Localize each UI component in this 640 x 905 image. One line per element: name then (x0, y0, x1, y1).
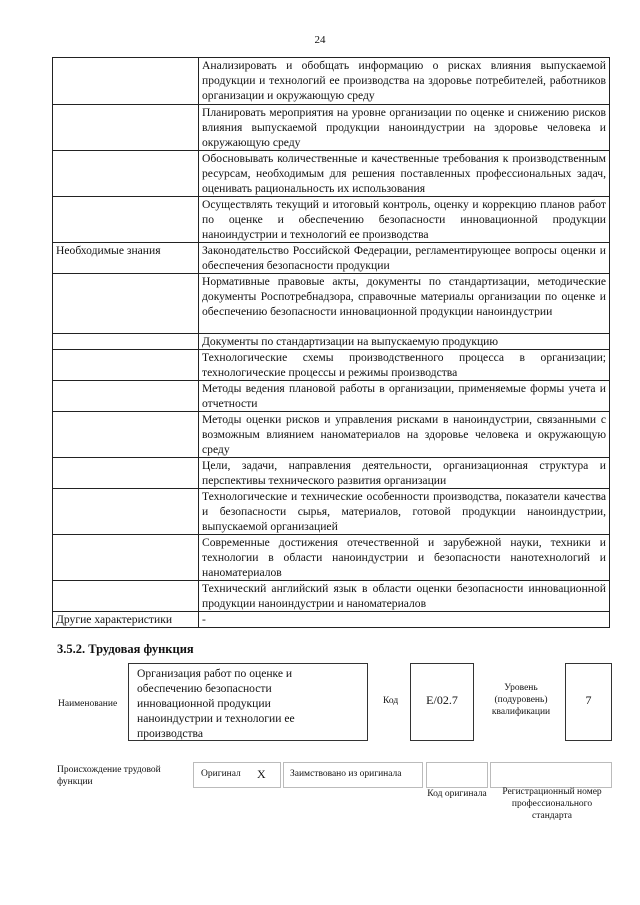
table-row (53, 412, 610, 458)
original-code-cell (426, 762, 488, 788)
table-row (53, 197, 610, 243)
row-description: Цели, задачи, направления деятельности, организационная структура и перспективы технического развития организации (199, 458, 610, 489)
table-row (53, 274, 610, 334)
table-row (53, 458, 610, 489)
skills-knowledge-table (52, 57, 610, 628)
row-description: Современные достижения отечественной и зарубежной науки, техники и технологии в области наноиндустрии и безопасности нанотехнологий и наноматериалов (199, 535, 610, 581)
row-category (53, 274, 199, 334)
row-category: Другие характеристики (53, 612, 199, 628)
name-field (128, 663, 368, 741)
row-category (53, 334, 199, 350)
row-description: Технический английский язык в области оценки безопасности инновационной продукции наноиндустрии и наноматериалов (199, 581, 610, 612)
code-label: Код (383, 696, 399, 706)
table-row (53, 151, 610, 197)
row-description: Осуществлять текущий и итоговый контроль, оценку и коррекцию планов работ по оценке и обеспечению безопасности инновационной продукции наноиндустрии и технологий ее производства (199, 197, 610, 243)
reg-number-cell (490, 762, 612, 788)
row-category (53, 58, 199, 105)
table-row (53, 105, 610, 151)
origin-label: Происхождение трудовой функции (57, 765, 161, 787)
name-label: Наименование (58, 699, 118, 709)
original-mark: X (257, 767, 266, 781)
row-description: Методы оценки рисков и управления рисками в наноиндустрии, связанными с возможным влиянием наноматериалов на здоровье человека и окружающую среду (199, 412, 610, 458)
name-line: обеспечению безопасности (137, 682, 272, 695)
row-description: Документы по стандартизации на выпускаемую продукцию (199, 334, 610, 350)
row-category (53, 581, 199, 612)
borrowed-label: Заимствовано из оригинала (290, 769, 402, 779)
table-row (53, 581, 610, 612)
name-line: инновационной продукции (137, 697, 271, 710)
row-description: Планировать мероприятия на уровне организации по оценке и снижению рисков влияния выпускаемой продукции наноиндустрии на здоровье человека и окружающую среду (199, 105, 610, 151)
row-description: Обосновывать количественные и качественные требования к производственным ресурсам, необходимым для решения поставленных профессиональных задач, оценивать рациональность их использования (199, 151, 610, 197)
table-row (53, 350, 610, 381)
page-number: 24 (314, 34, 326, 46)
original-label: Оригинал (201, 769, 241, 779)
table-row (53, 612, 610, 628)
row-description: Технологические схемы производственного процесса в организации; технологические процессы и режимы производства (199, 350, 610, 381)
original-code-label: Код оригинала (427, 789, 487, 799)
row-category: Необходимые знания (53, 243, 199, 274)
row-category (53, 151, 199, 197)
row-description: Анализировать и обобщать информацию о рисках влияния выпускаемой продукции и технологий ее производства на здоровье потребителей, работников организации и окружающую среду (199, 58, 610, 105)
row-category (53, 412, 199, 458)
code-field: E/02.7 (410, 663, 474, 741)
row-description: - (199, 612, 610, 628)
row-category (53, 489, 199, 535)
row-category (53, 197, 199, 243)
name-line: наноиндустрии и технологии ее (137, 712, 295, 725)
row-category (53, 458, 199, 489)
row-description: Методы ведения плановой работы в организации, применяемые формы учета и отчетности (199, 381, 610, 412)
name-line: Организация работ по оценке и (137, 667, 293, 680)
reg-number-label: Регистрационный номер профессионального стандарта (502, 787, 602, 821)
row-category (53, 535, 199, 581)
row-category (53, 381, 199, 412)
table-row (53, 243, 610, 274)
row-description: Технологические и технические особенности производства, показатели качества и безопасности сырья, материалов, готовой продукции наноиндустрии, выпускаемой организацией (199, 489, 610, 535)
table-row (53, 58, 610, 105)
name-line: производства (137, 727, 204, 740)
section-heading: 3.5.2. Трудовая функция (57, 642, 194, 656)
qualification-level-label: Уровень (подуровень) квалификации (491, 683, 551, 717)
table-row (53, 381, 610, 412)
row-description: Нормативные правовые акты, документы по стандартизации, методические документы Роспотребнадзора, справочные материалы организации по оценке и обеспечению безопасности инновационной продукции наноиндустрии (199, 274, 610, 334)
row-category (53, 350, 199, 381)
row-category (53, 105, 199, 151)
table-row (53, 489, 610, 535)
row-description: Законодательство Российской Федерации, регламентирующее вопросы оценки и обеспечения безопасности продукции (199, 243, 610, 274)
table-row (53, 535, 610, 581)
table-row (53, 334, 610, 350)
qualification-level-field: 7 (565, 663, 612, 741)
